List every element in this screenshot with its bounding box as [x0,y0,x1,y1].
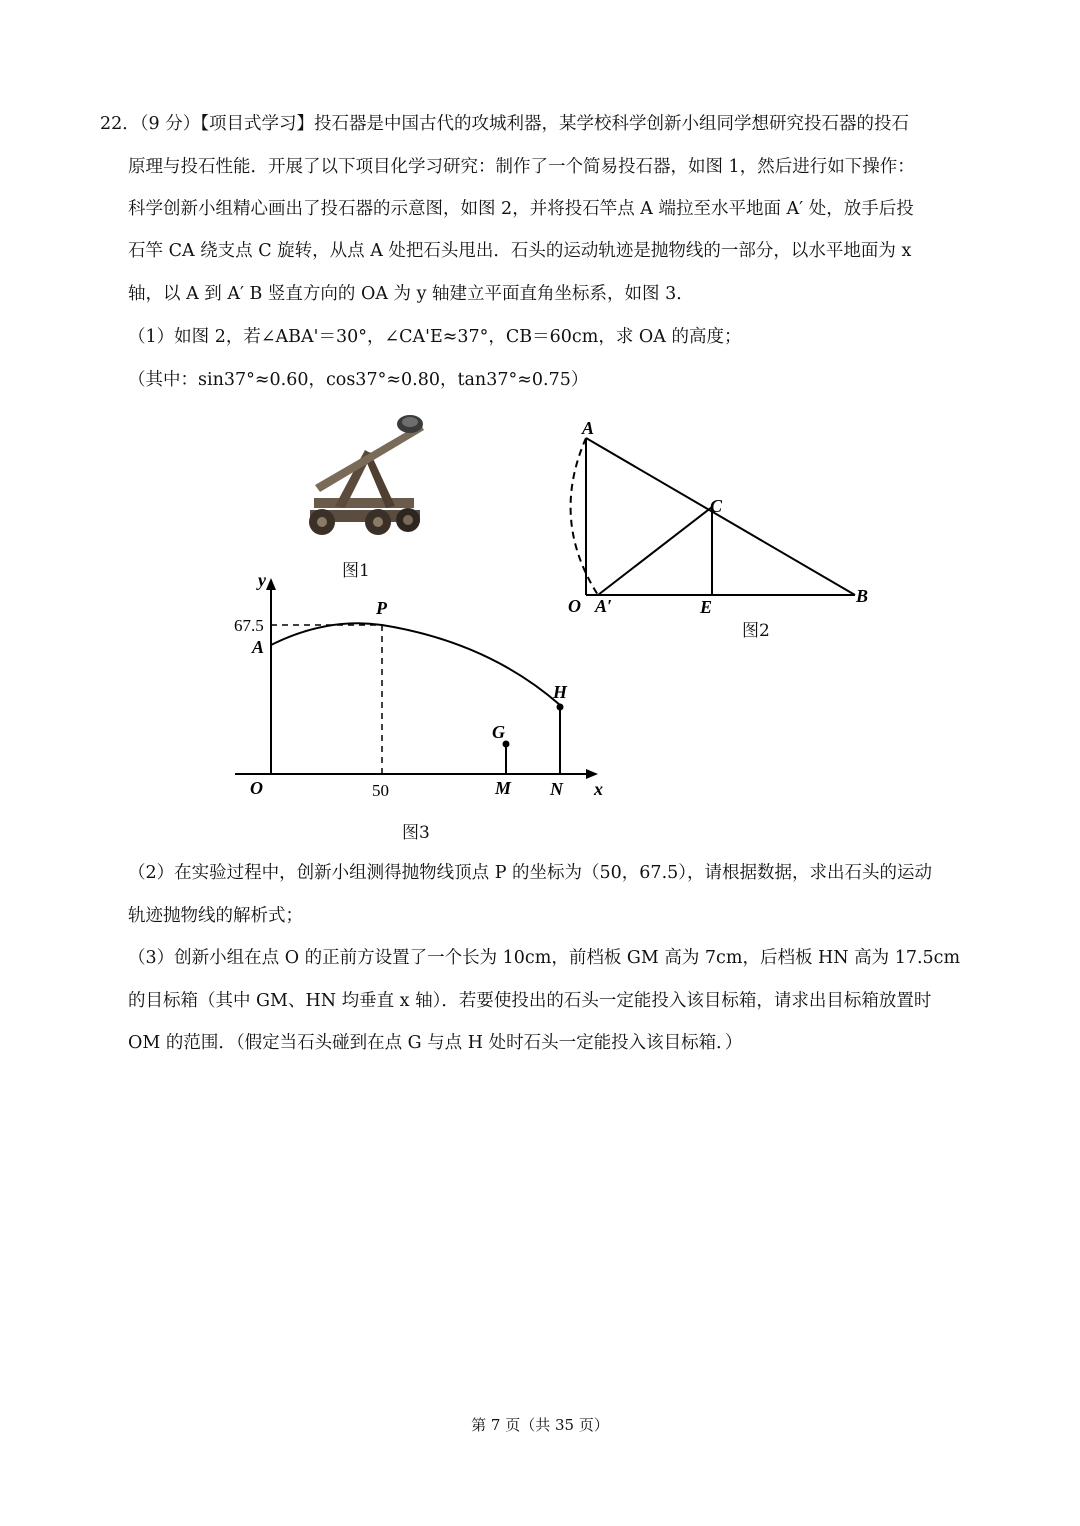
page-footer: 第 7 页（共 35 页） [471,1416,609,1434]
label-O: O [568,596,581,616]
figure-2-caption: 图2 [742,621,770,641]
label-E: E [700,597,713,617]
problem-line-5: 轴，以 A 到 A′ B 竖直方向的 OA 为 y 轴建立平面直角坐标系，如图 3． [128,284,694,304]
label-N: N [550,779,563,799]
label-O: O [250,778,263,798]
label-vertex-x: 50 [372,781,389,800]
part3-line-1: （3）创新小组在点 O 的正前方设置了一个长为 10cm，前档板 GM 高为 7cm，后档板 HN 高为 17.5cm [128,948,961,968]
label-M: M [495,778,512,798]
part2-line-2: 轨迹抛物线的解析式； [128,906,303,926]
label-A: A [252,637,265,657]
problem-line-2: 原理与投石性能．开展了以下项目化学习研究：制作了一个简易投石器，如图 1，然后进行如下操作： [128,157,915,177]
part3-line-3: OM 的范围．（假定当石头碰到在点 G 与点 H 处时石头一定能投入该目标箱．） [128,1033,743,1053]
label-H: H [553,682,568,702]
figure-1-caption: 图1 [342,561,370,581]
part3-line-2: 的目标箱（其中 GM、HN 均垂直 x 轴）．若要使投出的石头一定能投入该目标箱，请求出目标箱放置时 [128,991,932,1011]
figure-1-catapult [290,410,430,544]
problem-line-3: 科学创新小组精心画出了投石器的示意图，如图 2，并将投石竿点 A 端拉至水平地面 A′ 处，放手后投 [128,199,914,219]
problem-line-4: 石竿 CA 绕支点 C 旋转，从点 A 处把石头甩出．石头的运动轨迹是抛物线的一部分，以水平地面为 x [128,241,912,261]
label-A-prime: A′ [595,596,613,616]
catapult-icon [290,410,430,540]
trajectory-parabola [271,623,560,705]
problem-line-1: 22．（9 分）【项目式学习】投石器是中国古代的攻城利器，某学校科学创新小组同学想研究投石器的投石 [100,114,909,134]
point-H [557,704,564,711]
label-vertex-y: 67.5 [234,616,264,635]
label-A: A [582,418,595,438]
label-B: B [856,586,869,606]
figure-3-graph [230,570,613,814]
part1-question: （1）如图 2，若∠ABA'＝30°，∠CA'E≈37°，CB＝60cm，求 OA 的高度； [128,327,742,347]
segment-A-prime-C [598,507,712,595]
label-P: P [376,598,387,618]
label-x: x [594,779,603,799]
label-G: G [492,722,505,742]
part2-line-1: （2）在实验过程中，创新小组测得抛物线顶点 P 的坐标为（50，67.5），请根据数据，求出石头的运动 [128,863,933,883]
label-C: C [710,496,723,516]
figure-3-caption: 图3 [402,823,430,843]
segment-AB [586,438,855,595]
label-y: y [258,570,266,590]
y-axis-arrow [266,578,276,590]
figure-2-triangle [560,410,900,644]
part1-hint: （其中：sin37°≈0.60，cos37°≈0.80，tan37°≈0.75） [128,370,589,390]
x-axis-arrow [586,769,598,779]
